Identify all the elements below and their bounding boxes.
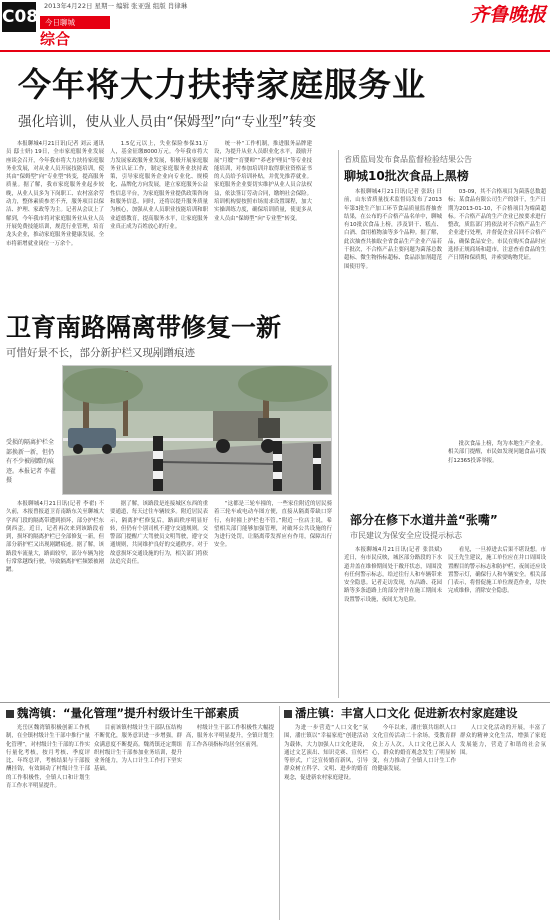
story4-col1: 本报聊城4月21日讯(记者 张洪斌) 近日，有市民反映，城区部分路段的下水道井盖在维修期间处于敞开状态，周围没有任何警示标志，给过往行人和车辆带来安全隐患。记者走访发现，东昌路、花园路等多条道路上的部分窨井在施工期间未设置警示设施，夜间尤为危险。: [344, 547, 442, 603]
story1-col2: 1.5亿元以上，失业保险参保31万人，基金征缴8000万元。今年我市将大力发展家政服务业发展，积极开展家庭服务业认证工作，制定家庭服务业扶持政策，引导家庭服务企业向专业化、规模化、品牌化方向发展，建立家庭服务公益性信息平台，为家庭服务业提供政策咨询和服务信息。同时，还将以提升服务质量为核心，加强从业人员职业技能培训和职业道德教育，提高服务水平，让家庭服务业真正成为百姓放心的行业。: [110, 141, 208, 230]
bullet-square-icon: [6, 710, 14, 718]
story5-col2: 目前该镇村级计生干部队伍结构不断优化，服务意识进一步增强，群众满意度不断提高。魏湾镇还定期组织村级计生干部参加业务培训，提升业务能力，为人口计生工作打下坚实基础。: [94, 725, 182, 773]
story5-headline: 魏湾镇：“量化管理”提升村级计生干部素质: [6, 706, 276, 721]
story3-col2: 03-09，其不合格项目为菌落总数超标；某食品有限公司生产的饼干，生产日期为2013-01-10，不合格项目为霉菌超标。不合格产品的生产企业已按要求进行整改，质监部门将依法对不合格产品生产企业进行处理，并督促企业召回不合格产品，确保食品安全。市民在购买食品时应选择正规商场和超市，注意查看食品的生产日期和保质期，并索要购物凭证。: [448, 189, 546, 262]
story2-subhead: 可惜好景不长，部分新护栏又现剐蹭痕迹: [6, 347, 195, 359]
main-headline: 今年将大力扶持家庭服务业: [18, 65, 426, 104]
story1-col1: 本报聊城4月21日讯(记者 刘云 通讯员 邸士妍) 19日，全市家庭服务业发展座谈会召开，今年我市将大力扶持家庭服务业发展，对从业人员开展技能培训，使其由“保姆型”向“专业型”转变，提高服务质量。据了解，我市家庭服务业起步较晚，从业人员多为下岗职工、农村富余劳动力，整体素质参差不齐，服务项目以保洁、护理、家政等为主。记者从会议上了解到，今年我市将对家庭服务业从业人员开展免费技能培训，规范行业管理，培育龙头企业，推动家庭服务业健康发展，全市将新增就业岗位一万余个。: [6, 141, 104, 247]
story3-col1: 本报聊城4月21日讯(记者 张跃) 日前，山东省质量技术监督局发布了2013年第3批生产加工环节食品质量监督抽查结果，在公布的不合格产品名单中，聊城有10批次食品上榜，涉及饼干、糕点、白酒、食用植物油等多个品种。据了解，此次抽查共抽取全省食品生产企业产品若干批次，不合格产品主要问题为菌落总数超标、微生物指标超标、食品添加剂超范围使用等。: [344, 189, 442, 270]
street-photo: [62, 365, 332, 495]
page-header: [0, 0, 550, 50]
story2-col1: 本报聊城4月21日讯(记者 李翟) 不久前，本报曾报道卫育南路东关至聊城大学西门段的隔离带遭到损坏，部分护栏东倒西歪。近日，记者再次来到该路段看到，损坏的隔离护栏已全部修复一新，但部分新护栏又出现剐蹭痕迹。据了解，该路段车流量大，路面较窄，部分车辆为抢行常常越线行驶，导致隔离护栏频繁被剐蹭。: [6, 501, 104, 574]
story2-col3: “这都是三轮车撞的，一些家住附近的居民骑着三轮车或电动车图方便，直接从隔离带缺口穿行，有时撞上护栏也不管。”附近一位店主说，希望相关部门能够加强管理，对破坏公共设施的行为进行处罚，让隔离带发挥应有作用，保障出行安全。: [214, 501, 332, 549]
story6-headline: 潘庄镇：丰富人口文化 促进新农村家庭建设: [284, 706, 546, 721]
section-bar: 今日聊城: [40, 16, 110, 29]
story3-kicker: 省质监局发布食品监督检验结果公告: [344, 155, 472, 164]
story3-headline: 聊城10批次食品上黑榜: [344, 169, 469, 183]
story1-col3: 统一补“工作机制，推进服务品牌建设，为提升从业人员职业化水平，鼓励开展“月嫂”“育婴师”“养老护理员”等专业技能培训，对参加培训并取得职业资格证书的人员给予培训补贴，并优先推荐就业。家庭服务企业要切实维护从业人员合法权益，依法签订劳动合同，缴纳社会保险。培训机构要按照市场需求设置课程，加大实操训练力度，确保培训质量，使更多从业人员由“保姆型”向“专业型”转变。: [214, 141, 312, 222]
story2-headline: 卫育南路隔离带修复一新: [6, 313, 282, 342]
story5-col3: 村级计生干部工作积极性大幅提高，服务水平明显提升，全镇计划生育工作各项指标均居全区前列。: [186, 725, 274, 748]
story4-subhead: 市民建议为保安全应设提示标志: [350, 531, 462, 540]
header-divider: [0, 50, 550, 52]
story4-col2: 看见，一旦掉进去后果不堪设想。市民王先生建议，施工单位应在井口周围设置醒目的警示标志和防护栏，夜间还应设置警示灯，确保行人和车辆安全。相关部门表示，将督促施工单位规范作业，尽快完成维修，消除安全隐患。: [448, 547, 546, 595]
story2-col2: 据了解，该路段是连接城区东西的重要通道，每天过往车辆较多。附近居民表示，隔离护栏修复后，路面秩序明显好转，但仍有个别司机不遵守交通规则。交警部门提醒广大驾驶员文明驾驶，遵守交通规则，共同维护良好的交通秩序。对于故意损坏交通设施的行为，相关部门将依法追究责任。: [110, 501, 208, 566]
bullet-square-icon: [284, 710, 292, 718]
story6-col3: 人口文化活动的开展，丰富了群众的精神文化生活，增强了家庭发展能力，营造了和谐的社会氛围。: [460, 725, 546, 756]
main-subhead: 强化培训，使从业人员由“保姆型”向“专业型”转变: [18, 114, 316, 130]
bottom-column-separator: [279, 706, 280, 920]
street-photo-image: [63, 366, 332, 495]
page-number: C08: [2, 2, 36, 32]
dateline: 2013年4月22日 星期一 编辑 张亚强 组版 肖律琳: [44, 2, 188, 10]
story6-col1: 为进一步营造“人口文化”氛围，潘庄镇以“幸福家庭”创建活动为载体，大力加强人口文化建设，通过文艺演出、知识竞赛、宣传栏等形式，广泛宣传婚育新风，引导群众树立科学、文明、进步的婚育观念，促进新农村家庭建设。: [284, 725, 368, 781]
story3-col3: 批次食品上榜，均为本地生产企业。相关部门提醒，市民如发现问题食品可拨打12365投诉举报。: [448, 441, 546, 464]
column-separator: [338, 150, 339, 698]
story4-headline: 部分在修下水道井盖“张嘴”: [350, 513, 498, 527]
story6-col2: 今年以来，潘庄镇共组织人口文化宣传活动二十余场，受教育群众上万人次，人口文化已深入人心，群众的婚育观念发生了明显转变，有力推动了全镇人口计生工作的健康发展。: [372, 725, 456, 773]
newspaper-logo: 齐鲁晚报: [469, 4, 546, 26]
section-title: 综合: [40, 30, 71, 48]
photo-caption: 受损的隔离护栏全部换新一新，但仍有不少被剐蹭的痕迹。本报记者 李翟 摄: [6, 439, 56, 484]
story5-col1: 光岳区魏湾镇积极创新工作机制，在全镇村级计生干部中推行“量化管理”，对村级计生干部的工作实行量化考核，按月考核、季度评比、年终总评，考核结果与干部报酬挂钩，有效调动了村级计生干部的工作积极性，全镇人口和计划生育工作水平明显提升。: [6, 725, 90, 790]
bottom-divider: [0, 702, 550, 703]
